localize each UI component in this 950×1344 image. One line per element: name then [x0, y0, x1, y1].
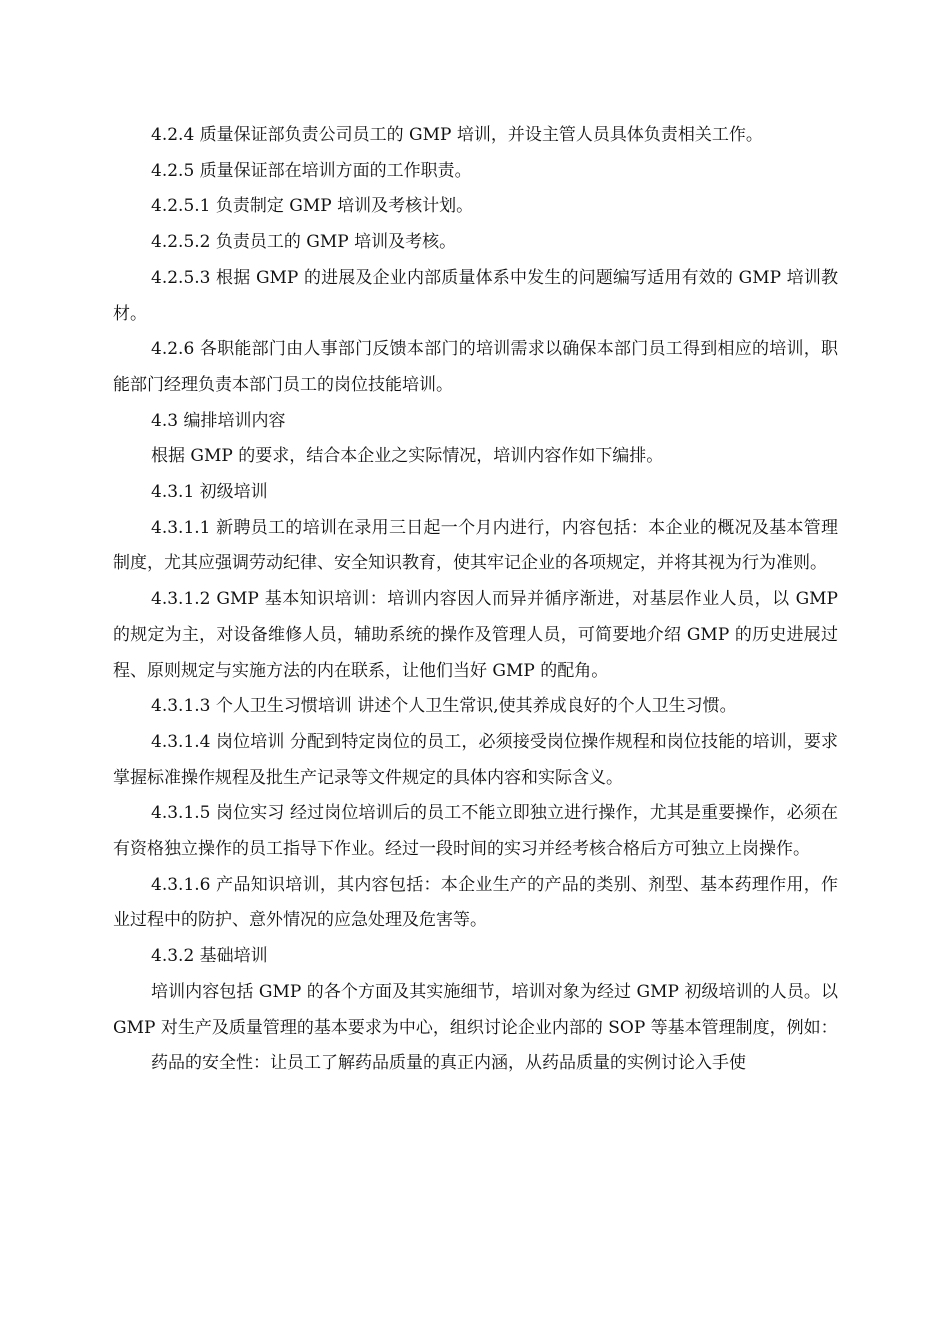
paragraph-4-2-5: 4.2.5 质量保证部在培训方面的工作职责。 — [151, 160, 472, 181]
paragraph-4-3-intro: 根据 GMP 的要求，结合本企业之实际情况，培训内容作如下编排。 — [151, 446, 664, 467]
paragraph-4-3-1-2: 4.3.1.2 GMP 基本知识培训：培训内容因人而异并循序渐进，对基层作业人员，以 GMP 的规定为主，对设备维修人员，辅助系统的操作及管理人员，可简要地介绍 GMP 的历史进展过程、原则规定与实施方法的内在联系，让他们当好 GMP 的配角。 — [113, 589, 838, 681]
section-heading-4-3: 4.3 编排培训内容 — [151, 410, 286, 431]
paragraph-4-2-5-1: 4.2.5.1 负责制定 GMP 培训及考核计划。 — [151, 196, 474, 217]
paragraph-4-3-1-6: 4.3.1.6 产品知识培训，其内容包括：本企业生产的产品的类别、剂型、基本药理作用，作业过程中的防护、意外情况的应急处理及危害等。 — [113, 874, 838, 931]
paragraph-4-2-5-3: 4.2.5.3 根据 GMP 的进展及企业内部质量体系中发生的问题编写适用有效的 GMP 培训教材。 — [113, 267, 838, 324]
paragraph-4-3-1-4: 4.3.1.4 岗位培训 分配到特定岗位的员工，必须接受岗位操作规程和岗位技能的培训，要求掌握标准操作规程及批生产记录等文件规定的具体内容和实际含义。 — [113, 731, 838, 788]
paragraph-drug-safety: 药品的安全性：让员工了解药品质量的真正内涵，从药品质量的实例讨论入手使 — [151, 1053, 746, 1074]
section-heading-4-3-2: 4.3.2 基础培训 — [151, 946, 268, 967]
document-body — [113, 118, 838, 1082]
paragraph-4-3-2-intro: 培训内容包括 GMP 的各个方面及其实施细节，培训对象为经过 GMP 初级培训的人员。以 GMP 对生产及质量管理的基本要求为中心，组织讨论企业内部的 SOP 等基本管理制度，例如： — [113, 981, 838, 1038]
section-heading-4-3-1: 4.3.1 初级培训 — [151, 482, 268, 503]
paragraph-4-3-1-1: 4.3.1.1 新聘员工的培训在录用三日起一个月内进行，内容包括：本企业的概况及基本管理制度，尤其应强调劳动纪律、安全知识教育，使其牢记企业的各项规定，并将其视为行为准则。 — [113, 517, 838, 574]
paragraph-4-3-1-3: 4.3.1.3 个人卫生习惯培训 讲述个人卫生常识,使其养成良好的个人卫生习惯。 — [151, 696, 737, 717]
paragraph-4-3-1-5: 4.3.1.5 岗位实习 经过岗位培训后的员工不能立即独立进行操作，尤其是重要操作，必须在有资格独立操作的员工指导下作业。经过一段时间的实习并经考核合格后方可独立上岗操作。 — [113, 803, 838, 860]
paragraph-4-2-6: 4.2.6 各职能部门由人事部门反馈本部门的培训需求以确保本部门员工得到相应的培训，职能部门经理负责本部门员工的岗位技能培训。 — [113, 339, 838, 395]
paragraph-4-2-5-2: 4.2.5.2 负责员工的 GMP 培训及考核。 — [151, 232, 457, 253]
paragraph-4-2-4: 4.2.4 质量保证部负责公司员工的 GMP 培训，并设主管人员具体负责相关工作。 — [151, 125, 763, 145]
